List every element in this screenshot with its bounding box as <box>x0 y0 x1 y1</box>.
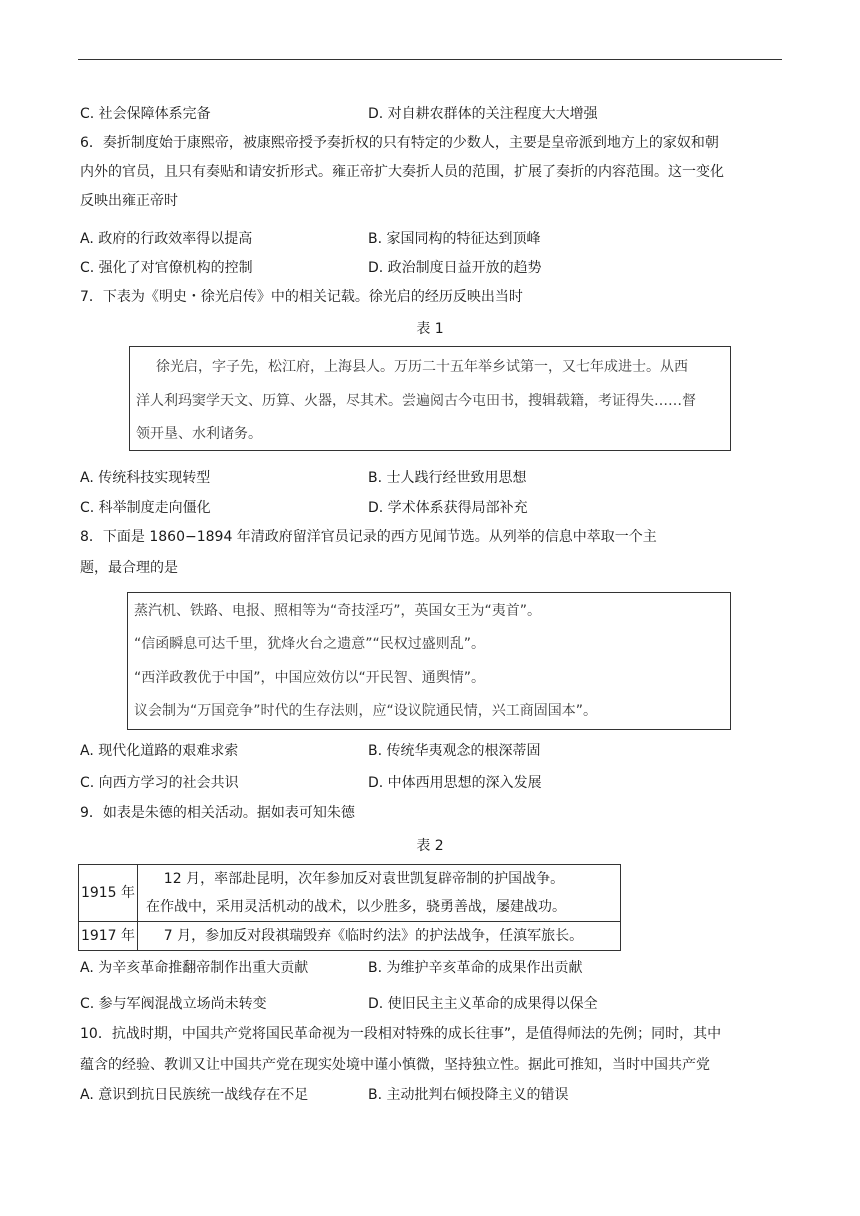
q5-option-d: D. 对自耕农群体的关注程度大大增强 <box>368 106 598 122</box>
q7-quote-line-2: 洋人利玛窦学天文、历算、火器，尽其术。尝遍阅古今屯田书，搜辑载籍，考证得失……督 <box>136 393 696 409</box>
table-2 <box>78 864 621 951</box>
q8-quote-box <box>127 592 731 730</box>
table-2-cell-line: 7 月，参加反对段祺瑞毁弃《临时约法》的护法战争，任滇军旅长。 <box>146 928 584 944</box>
table-1-caption: 表 1 <box>416 321 444 337</box>
q9-option-c: C. 参与军阀混战立场尚未转变 <box>80 996 267 1012</box>
q8-quote-line-1: 蒸汽机、铁路、电报、照相等为“奇技淫巧”，英国女王为“夷首”。 <box>134 603 542 619</box>
q7-option-a: A. 传统科技实现转型 <box>80 470 211 486</box>
q8-quote-line-3: “西洋政教优于中国”，中国应效仿以“开民智、通舆情”。 <box>134 670 486 686</box>
table-2-cell-line: 在作战中，采用灵活机动的战术，以少胜多，骁勇善战，屡建战功。 <box>146 899 566 915</box>
q8-quote-line-2: “信函瞬息可达千里，犹烽火台之遗意”“民权过盛则乱”。 <box>134 636 486 652</box>
q6-option-d: D. 政治制度日益开放的趋势 <box>368 260 542 276</box>
q7-stem: 7．下表为《明史・徐光启传》中的相关记载。徐光启的经历反映出当时 <box>80 289 523 305</box>
q7-quote-line-3: 领开垦、水利诸务。 <box>136 426 262 442</box>
q8-option-c: C. 向西方学习的社会共识 <box>80 775 239 791</box>
q10-option-b: B. 主动批判右倾投降主义的错误 <box>368 1087 569 1103</box>
q6-stem-line-1: 6．奏折制度始于康熙帝，被康熙帝授予奏折权的只有特定的少数人，主要是皇帝派到地方上的家奴和朝 <box>80 135 719 151</box>
q6-option-a: A. 政府的行政效率得以提高 <box>80 231 253 247</box>
q10-stem-line-2: 蕴含的经验、教训又让中国共产党在现实处境中谨小慎微，坚持独立性。据此可推知，当时中国共产党 <box>80 1057 710 1073</box>
table-2-cell-line: 12 月，率部赴昆明，次年参加反对袁世凯复辟帝制的护国战争。 <box>146 871 565 887</box>
q7-option-b: B. 士人践行经世致用思想 <box>368 470 527 486</box>
q8-option-a: A. 现代化道路的艰难求索 <box>80 743 239 759</box>
q6-stem-line-3: 反映出雍正帝时 <box>80 193 178 209</box>
q8-stem-line-1: 8．下面是 1860−1894 年清政府留洋官员记录的西方见闻节选。从列举的信息中萃取一个主 <box>80 529 657 545</box>
table-2-year-1915: 1915 年 <box>79 865 138 922</box>
q6-option-b: B. 家国同构的特征达到顶峰 <box>368 231 541 247</box>
q10-option-a: A. 意识到抗日民族统一战线存在不足 <box>80 1087 309 1103</box>
q7-option-d: D. 学术体系获得局部补充 <box>368 500 528 516</box>
q8-option-b: B. 传统华夷观念的根深蒂固 <box>368 743 541 759</box>
table-2-caption: 表 2 <box>416 838 444 854</box>
header-rule <box>78 59 782 60</box>
table-2-year-1917: 1917 年 <box>79 922 138 951</box>
table-2-cell-1915 <box>138 865 621 922</box>
q8-quote-line-4: 议会制为“万国竞争”时代的生存法则，应“设议院通民情，兴工商固国本”。 <box>134 703 598 719</box>
q8-option-d: D. 中体西用思想的深入发展 <box>368 775 542 791</box>
table-2-cell-1917 <box>138 922 621 951</box>
q9-stem: 9．如表是朱德的相关活动。据如表可知朱德 <box>80 805 355 821</box>
table-row <box>79 922 621 951</box>
q10-stem-line-1: 10．抗战时期，中国共产党将国民革命视为一段相对特殊的成长往事”，是值得师法的先例；同时，其中 <box>80 1026 722 1042</box>
q6-stem-line-2: 内外的官员，且只有奏贴和请安折形式。雍正帝扩大奏折人员的范围，扩展了奏折的内容范围。这一变化 <box>80 164 724 180</box>
q9-option-b: B. 为维护辛亥革命的成果作出贡献 <box>368 960 583 976</box>
q7-option-c: C. 科举制度走向僵化 <box>80 500 211 516</box>
q9-option-a: A. 为辛亥革命推翻帝制作出重大贡献 <box>80 960 309 976</box>
q7-quote-box <box>129 346 731 451</box>
q7-quote-line-1: 徐光启，字子先，松江府，上海县人。万历二十五年举乡试第一，又七年成进士。从西 <box>156 359 688 375</box>
q8-stem-line-2: 题，最合理的是 <box>80 560 178 576</box>
q5-option-c: C. 社会保障体系完备 <box>80 106 211 122</box>
table-row <box>79 865 621 922</box>
q9-option-d: D. 使旧民主主义革命的成果得以保全 <box>368 996 598 1012</box>
q6-option-c: C. 强化了对官僚机构的控制 <box>80 260 253 276</box>
